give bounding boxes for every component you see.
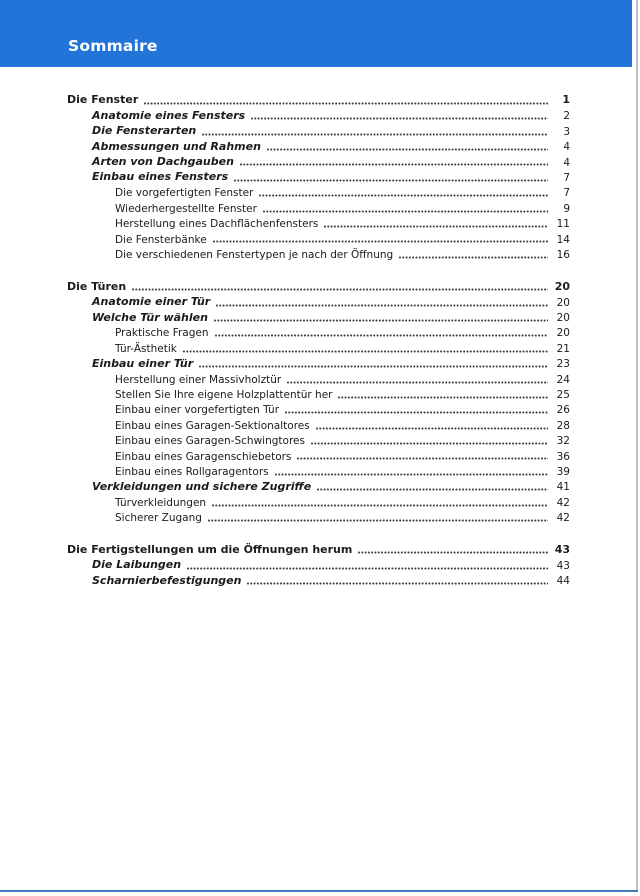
toc-entry[interactable] bbox=[67, 478, 570, 493]
toc-leader-dots bbox=[259, 194, 548, 197]
toc-entry-label: Einbau eines Garagen-Schwingtores bbox=[115, 435, 305, 448]
toc-entry-label: Abmessungen und Rahmen bbox=[92, 139, 261, 153]
toc-entry-page-number: 16 bbox=[556, 248, 570, 261]
toc-leader-dots bbox=[358, 551, 548, 554]
toc-entry-page-number: 43 bbox=[554, 542, 570, 556]
toc-leader-dots bbox=[297, 457, 548, 460]
toc-entry-page-number: 21 bbox=[556, 342, 570, 355]
toc-entry-page-number: 11 bbox=[556, 218, 570, 231]
toc-entry[interactable] bbox=[67, 246, 570, 261]
toc-entry-page-number: 23 bbox=[556, 358, 570, 371]
toc-leader-dots bbox=[247, 582, 548, 585]
toc-leader-dots bbox=[324, 225, 548, 228]
toc-entry-label: Einbau einer Tür bbox=[92, 356, 194, 370]
page-right-edge-line bbox=[636, 0, 638, 892]
toc-entry[interactable] bbox=[67, 509, 570, 524]
toc-leader-dots bbox=[240, 163, 548, 166]
toc-entry-label: Die Fenster bbox=[67, 93, 139, 107]
toc-entry[interactable] bbox=[67, 92, 570, 107]
toc-entry-label: Einbau eines Rollgaragentors bbox=[115, 466, 269, 478]
toc-entry[interactable] bbox=[67, 340, 570, 355]
toc-entry[interactable] bbox=[67, 355, 570, 370]
toc-entry-page-number: 20 bbox=[556, 312, 570, 325]
page-title: Sommaire bbox=[68, 36, 158, 55]
toc-leader-dots bbox=[216, 304, 548, 307]
toc-entry-label: Scharnierbefestigungen bbox=[92, 573, 242, 587]
table-of-contents bbox=[67, 67, 570, 588]
toc-entry-page-number: 44 bbox=[556, 575, 570, 588]
toc-leader-dots bbox=[311, 442, 548, 445]
toc-entry-label: Stellen Sie Ihre eigene Holzplattentür her bbox=[115, 389, 333, 402]
toc-entry-label: Die Fensterarten bbox=[92, 124, 197, 138]
toc-entry[interactable] bbox=[67, 154, 570, 169]
toc-entry[interactable] bbox=[67, 448, 570, 463]
toc-entry[interactable] bbox=[67, 123, 570, 138]
toc-entry-page-number: 7 bbox=[563, 187, 570, 200]
toc-entry-label: Einbau eines Garagen-Sektionaltores bbox=[115, 419, 310, 432]
toc-entry-label: Verkleidungen und sichere Zugriffe bbox=[92, 479, 312, 493]
toc-entry[interactable] bbox=[67, 138, 570, 153]
toc-leader-dots bbox=[285, 411, 548, 414]
toc-entry-page-number: 42 bbox=[556, 496, 570, 509]
toc-entry[interactable] bbox=[67, 463, 570, 478]
toc-leader-dots bbox=[338, 396, 548, 399]
toc-entry-page-number: 26 bbox=[556, 404, 570, 417]
toc-entry-page-number: 25 bbox=[556, 389, 570, 402]
toc-leader-dots bbox=[132, 288, 548, 291]
toc-entry-page-number: 3 bbox=[563, 125, 570, 138]
toc-entry[interactable] bbox=[67, 401, 570, 416]
toc-leader-dots bbox=[267, 148, 548, 151]
toc-leader-dots bbox=[199, 365, 548, 368]
toc-leader-dots bbox=[202, 133, 548, 136]
toc-entry-page-number: 7 bbox=[563, 171, 570, 184]
toc-entry-label: Sicherer Zugang bbox=[115, 512, 202, 525]
toc-section bbox=[67, 278, 570, 524]
toc-entry[interactable] bbox=[67, 215, 570, 230]
toc-entry-label: Einbau eines Garagenschiebetors bbox=[115, 450, 292, 463]
toc-entry-label: Einbau einer vorgefertigten Tür bbox=[115, 404, 280, 417]
toc-entry[interactable] bbox=[67, 557, 570, 572]
toc-entry[interactable] bbox=[67, 542, 570, 557]
toc-entry-label: Anatomie einer Tür bbox=[92, 295, 211, 309]
toc-entry-label: Anatomie eines Fensters bbox=[92, 108, 246, 122]
toc-leader-dots bbox=[287, 381, 548, 384]
toc-entry[interactable] bbox=[67, 200, 570, 215]
toc-entry[interactable] bbox=[67, 294, 570, 309]
toc-leader-dots bbox=[208, 519, 548, 522]
toc-entry-label: Einbau eines Fensters bbox=[92, 170, 229, 184]
toc-entry-page-number: 4 bbox=[563, 156, 570, 169]
toc-entry-label: Die Fertigstellungen um die Öffnungen herum bbox=[67, 542, 353, 556]
toc-entry[interactable] bbox=[67, 324, 570, 339]
toc-entry[interactable] bbox=[67, 169, 570, 184]
toc-entry-page-number: 4 bbox=[563, 141, 570, 154]
toc-entry-page-number: 20 bbox=[556, 296, 570, 309]
toc-entry-label: Welche Tür wählen bbox=[92, 310, 208, 324]
toc-entry-label: Arten von Dachgauben bbox=[92, 154, 234, 168]
toc-entry-page-number: 2 bbox=[563, 110, 570, 123]
toc-entry[interactable] bbox=[67, 572, 570, 587]
toc-leader-dots bbox=[234, 179, 548, 182]
toc-entry-page-number: 1 bbox=[562, 93, 570, 107]
toc-entry[interactable] bbox=[67, 309, 570, 324]
toc-leader-dots bbox=[212, 504, 548, 507]
toc-leader-dots bbox=[399, 256, 548, 259]
toc-entry[interactable] bbox=[67, 184, 570, 199]
toc-entry[interactable] bbox=[67, 432, 570, 447]
toc-entry[interactable] bbox=[67, 417, 570, 432]
toc-entry-label: Die Laibungen bbox=[92, 558, 182, 572]
toc-leader-dots bbox=[251, 117, 548, 120]
toc-entry[interactable] bbox=[67, 231, 570, 246]
toc-leader-dots bbox=[144, 102, 548, 105]
toc-section bbox=[67, 542, 570, 588]
toc-entry-page-number: 20 bbox=[556, 327, 570, 340]
toc-entry-label: Praktische Fragen bbox=[115, 327, 209, 340]
toc-entry-page-number: 42 bbox=[556, 512, 570, 525]
toc-entry-label: Türverkleidungen bbox=[115, 496, 207, 509]
toc-entry-label: Tür-Ästhetik bbox=[115, 342, 177, 355]
toc-entry-page-number: 36 bbox=[556, 450, 570, 463]
toc-entry-label: Die Türen bbox=[67, 279, 127, 293]
toc-entry[interactable] bbox=[67, 386, 570, 401]
toc-entry-page-number: 39 bbox=[556, 466, 570, 478]
toc-leader-dots bbox=[187, 567, 548, 570]
toc-entry-label: Die vorgefertigten Fenster bbox=[115, 187, 254, 200]
toc-entry[interactable] bbox=[67, 494, 570, 509]
toc-leader-dots bbox=[263, 210, 548, 213]
toc-entry-label: Herstellung eines Dachflächenfensters bbox=[115, 218, 319, 231]
page-header-banner bbox=[0, 0, 632, 67]
toc-entry[interactable] bbox=[67, 371, 570, 386]
toc-entry-page-number: 20 bbox=[554, 279, 570, 293]
toc-section bbox=[67, 92, 570, 261]
toc-entry-page-number: 28 bbox=[556, 419, 570, 432]
toc-entry-page-number: 32 bbox=[556, 435, 570, 448]
toc-entry-page-number: 43 bbox=[556, 559, 570, 572]
toc-entry[interactable] bbox=[67, 278, 570, 293]
toc-entry-page-number: 9 bbox=[563, 202, 570, 215]
toc-entry[interactable] bbox=[67, 107, 570, 122]
toc-entry-label: Die verschiedenen Fenstertypen je nach der Öffnung bbox=[115, 248, 394, 261]
page-bottom-rule bbox=[0, 890, 638, 892]
toc-entry-label: Herstellung einer Massivholztür bbox=[115, 373, 282, 386]
toc-leader-dots bbox=[317, 488, 548, 491]
toc-leader-dots bbox=[215, 334, 548, 337]
toc-leader-dots bbox=[213, 240, 548, 243]
toc-leader-dots bbox=[183, 350, 548, 353]
toc-leader-dots bbox=[316, 427, 548, 430]
toc-leader-dots bbox=[275, 473, 548, 476]
toc-entry-page-number: 24 bbox=[556, 373, 570, 386]
toc-entry-label: Wiederhergestellte Fenster bbox=[115, 202, 257, 215]
toc-leader-dots bbox=[214, 319, 548, 322]
toc-entry-page-number: 14 bbox=[556, 233, 570, 246]
toc-entry-label: Die Fensterbänke bbox=[115, 233, 207, 246]
toc-entry-page-number: 41 bbox=[556, 481, 570, 494]
